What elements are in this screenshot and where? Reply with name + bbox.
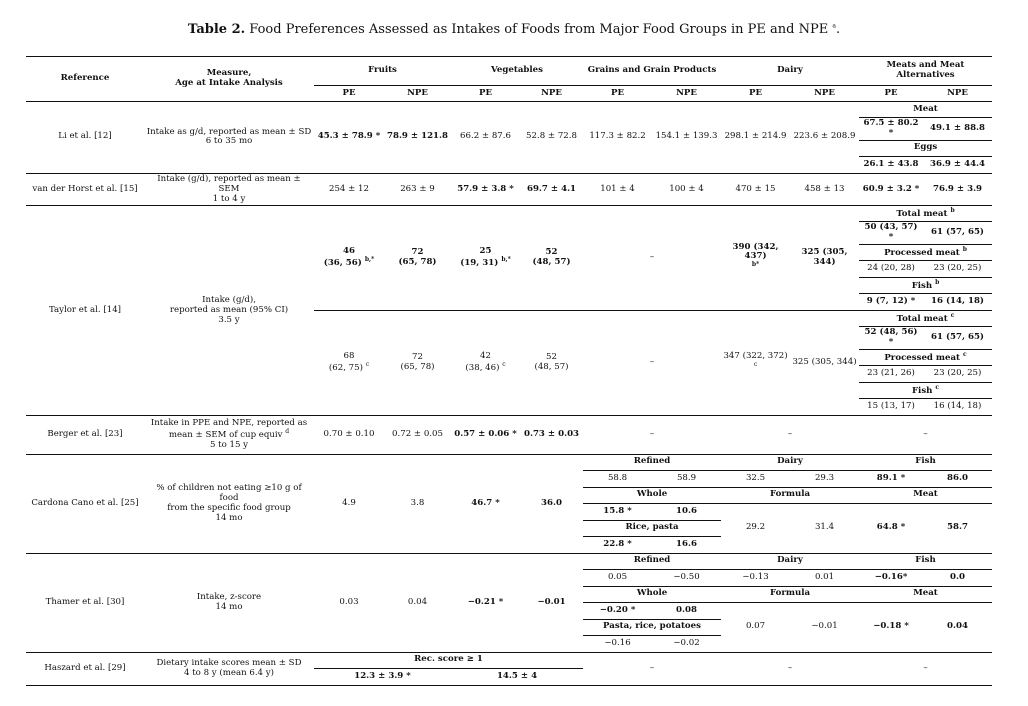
measure-line: Intake as g/d, reported as mean ± SD xyxy=(146,126,312,137)
header-npe: NPE xyxy=(923,86,992,102)
measure-line: mean ± SEM of cup equiv xyxy=(168,429,283,440)
cell: −0.16 xyxy=(583,635,652,652)
sub-label: Whole xyxy=(583,586,721,602)
header-meats-line2: Alternatives xyxy=(896,70,955,80)
table-row xyxy=(26,102,992,118)
table-row xyxy=(26,206,992,222)
cell: 16 (14, 18) xyxy=(931,296,985,307)
measure-li xyxy=(144,102,314,174)
cell: 325 (305, 344) xyxy=(790,311,859,416)
cell: 61 (57, 65) xyxy=(923,327,992,350)
cell xyxy=(721,206,790,311)
sub-label: Dairy xyxy=(721,454,859,470)
cell: 69.7 ± 4.1 xyxy=(520,173,583,206)
measure-vdh xyxy=(144,173,314,206)
cell: 16 (14, 18) xyxy=(923,398,992,415)
measure-line: Intake (g/d), reported as mean ± SEM xyxy=(157,173,301,194)
cell: 86.0 xyxy=(923,470,992,487)
footnote: b xyxy=(935,278,940,286)
cell: 58.7 xyxy=(923,503,992,553)
header-npe: NPE xyxy=(384,86,451,102)
caption-end: . xyxy=(835,22,841,37)
measure-line: 5 to 15 y xyxy=(209,439,249,450)
measure-line: % of children not eating ≥10 g of food xyxy=(156,483,302,503)
cell: 29.3 xyxy=(790,470,859,487)
cell: 60.9 ± 3.2 * xyxy=(859,173,923,206)
cell: 26.1 ± 43.8 xyxy=(859,156,923,173)
header-meats-line1: Meats and Meat xyxy=(886,60,965,71)
cell: 16.6 xyxy=(652,536,721,553)
measure-line: 1 to 4 y xyxy=(212,193,246,204)
measure-berger xyxy=(144,415,314,454)
value: (65, 78) xyxy=(400,362,435,372)
sub-label xyxy=(859,349,992,365)
cell xyxy=(520,311,583,416)
header-dairy: Dairy xyxy=(721,57,859,86)
sub-label: Formula xyxy=(721,586,859,602)
ref-vdh: van der Horst et al. [15] xyxy=(26,173,144,206)
value: 347 (322, 372) xyxy=(723,351,788,362)
value: 72 xyxy=(411,247,424,258)
sub-label-eggs: Eggs xyxy=(859,140,992,156)
cell: 76.9 ± 3.9 xyxy=(923,173,992,206)
footnote: b,* xyxy=(364,256,375,264)
food-preferences-table xyxy=(26,56,992,686)
cell: 36.0 xyxy=(520,454,583,553)
cell xyxy=(384,206,451,311)
ref-haszard: Haszard et al. [29] xyxy=(26,652,144,685)
value: 72 xyxy=(412,352,423,363)
cell: 470 ± 15 xyxy=(721,173,790,206)
table-row xyxy=(26,415,992,454)
cell: −0.21 * xyxy=(451,553,520,652)
cell: 0.57 ± 0.06 * xyxy=(451,415,520,454)
measure-line: 6 to 35 mo xyxy=(205,136,253,147)
cell: 29.2 xyxy=(721,503,790,553)
footnote: c xyxy=(753,361,758,369)
value: (48, 57) xyxy=(532,257,571,268)
sub-label: Meat xyxy=(859,487,992,503)
cell: 0.72 ± 0.05 xyxy=(384,415,451,454)
cell: 66.2 ± 87.6 xyxy=(451,102,520,174)
cell: −0.18 * xyxy=(859,602,923,652)
header-pe: PE xyxy=(859,86,923,102)
cell: 101 ± 4 xyxy=(583,173,652,206)
cell: 15 (13, 17) xyxy=(859,398,923,415)
cell: 254 ± 12 xyxy=(314,173,384,206)
cell: 57.9 ± 3.8 * xyxy=(451,173,520,206)
header-npe: NPE xyxy=(520,86,583,102)
cell: −0.02 xyxy=(652,635,721,652)
cell: 78.9 ± 121.8 xyxy=(384,102,451,174)
cell: 89.1 * xyxy=(859,470,923,487)
value: (38, 46) xyxy=(465,362,500,373)
cell: 49.1 ± 88.8 xyxy=(923,118,992,141)
label: Total meat xyxy=(896,208,948,219)
cell: – xyxy=(859,415,992,454)
header-pe: PE xyxy=(314,86,384,102)
footnote: c xyxy=(502,361,506,369)
measure-line: Intake (g/d), xyxy=(202,294,256,305)
cell xyxy=(314,311,384,416)
cell: 0.04 xyxy=(923,602,992,652)
ref-taylor: Taylor et al. [14] xyxy=(26,206,144,416)
header-measure xyxy=(144,57,314,102)
value: (62, 75) xyxy=(328,362,363,373)
cell: 223.6 ± 208.9 xyxy=(790,102,859,174)
ref-cardona: Cardona Cano et al. [25] xyxy=(26,454,144,553)
sub-label: Refined xyxy=(583,553,721,569)
measure-cardona xyxy=(144,454,314,553)
label: Processed meat xyxy=(884,352,961,363)
label: Total meat xyxy=(896,313,948,324)
cell: 24 (20, 28) xyxy=(859,261,923,278)
value: (48, 57) xyxy=(534,362,569,372)
measure-line: 14 mo xyxy=(215,512,243,523)
cell: 4.9 xyxy=(314,454,384,553)
footnote: b xyxy=(962,245,967,253)
footnote: c xyxy=(963,350,967,358)
footnote: b,* xyxy=(501,256,511,264)
cell: – xyxy=(583,311,721,416)
cell: 31.4 xyxy=(790,503,859,553)
sub-label-meat: Meat xyxy=(859,102,992,118)
measure-line: reported as mean (95% CI) xyxy=(169,304,289,315)
table-row xyxy=(26,454,992,470)
value: 52 xyxy=(546,352,557,363)
value: 390 (342, 437) xyxy=(732,241,779,262)
header-npe: NPE xyxy=(790,86,859,102)
cell: −0.20 * xyxy=(583,602,652,619)
header-measure-line1: Measure, xyxy=(206,68,252,79)
sub-label xyxy=(859,278,992,294)
cell: 9 (7, 12) * xyxy=(866,296,916,307)
cell: 50 (43, 57) * xyxy=(859,222,923,245)
cell: 58.9 xyxy=(652,470,721,487)
footnote: b xyxy=(950,207,955,214)
cell: 23 (20, 25) xyxy=(923,261,992,278)
header-pe: PE xyxy=(451,86,520,102)
sub-label: Dairy xyxy=(721,553,859,569)
cell: 458 ± 13 xyxy=(790,173,859,206)
cell: 325 (305, 344) xyxy=(801,247,848,268)
value: 68 xyxy=(343,351,355,362)
sub-label: Refined xyxy=(583,454,721,470)
ref-thamer: Thamer et al. [30] xyxy=(26,553,144,652)
table-row xyxy=(26,173,992,206)
cell: 0.07 xyxy=(721,602,790,652)
cell: 23 (20, 25) xyxy=(923,365,992,382)
sub-label: Fish xyxy=(859,454,992,470)
cell xyxy=(384,311,451,416)
header-npe: NPE xyxy=(652,86,721,102)
sub-label: Pasta, rice, potatoes xyxy=(583,619,721,635)
cell: 46.7 * xyxy=(451,454,520,553)
cell: 14.5 ± 4 xyxy=(451,668,583,685)
measure-line: from the specific food group xyxy=(167,502,291,513)
table-caption xyxy=(0,22,1028,37)
cell: 0.04 xyxy=(384,553,451,652)
header-row-1 xyxy=(26,57,992,86)
cell: 0.0 xyxy=(923,569,992,586)
cell: −0.01 xyxy=(790,602,859,652)
cell: −0.16* xyxy=(859,569,923,586)
cell xyxy=(451,311,520,416)
ref-berger: Berger et al. [23] xyxy=(26,415,144,454)
cell: – xyxy=(649,252,655,263)
cell: – xyxy=(859,652,992,685)
measure-taylor xyxy=(144,206,314,416)
cell: 3.8 xyxy=(384,454,451,553)
cell: 36.9 ± 44.4 xyxy=(923,156,992,173)
value: (36, 56) xyxy=(323,258,362,269)
cell: 100 ± 4 xyxy=(652,173,721,206)
cell: 263 ± 9 xyxy=(384,173,451,206)
cell: 64.8 * xyxy=(859,503,923,553)
cell xyxy=(451,206,520,311)
cell: 45.3 ± 78.9 * xyxy=(314,102,384,174)
cell: 15.8 * xyxy=(583,503,652,520)
header-pe: PE xyxy=(721,86,790,102)
cell: – xyxy=(583,652,721,685)
value: 42 xyxy=(480,351,491,362)
cell xyxy=(314,206,384,311)
cell: 58.8 xyxy=(583,470,652,487)
sub-label: Rice, pasta xyxy=(583,520,721,536)
cell: 61 (57, 65) xyxy=(923,222,992,245)
cell: 0.03 xyxy=(314,553,384,652)
cell: −0.13 xyxy=(721,569,790,586)
sub-label: Fish xyxy=(859,553,992,569)
cell: 10.6 xyxy=(652,503,721,520)
cell: – xyxy=(721,652,859,685)
cell: – xyxy=(721,415,859,454)
cell: 22.8 * xyxy=(583,536,652,553)
cell: 0.73 ± 0.03 xyxy=(520,415,583,454)
value: 46 xyxy=(343,246,355,257)
measure-haszard xyxy=(144,652,314,685)
cell: 12.3 ± 3.9 * xyxy=(314,668,451,685)
cell: 298.1 ± 214.9 xyxy=(721,102,790,174)
sub-label xyxy=(859,245,992,261)
cell: 32.5 xyxy=(721,470,790,487)
label: Processed meat xyxy=(884,247,960,258)
cell xyxy=(721,311,790,416)
cell: 117.3 ± 82.2 xyxy=(583,102,652,174)
measure-line: 4 to 8 y (mean 6.4 y) xyxy=(184,667,274,678)
measure-line: 3.5 y xyxy=(218,314,240,325)
sub-label-rec: Rec. score ≥ 1 xyxy=(314,652,583,668)
measure-line: Intake, z-score xyxy=(196,592,262,602)
footnote: b* xyxy=(751,261,760,269)
table-title: Food Preferences Assessed as Intakes of Foods from Major Food Groups in PE and NPE xyxy=(249,22,829,37)
header-meats xyxy=(859,57,992,86)
sub-label: Formula xyxy=(721,487,859,503)
header-fruits: Fruits xyxy=(314,57,451,86)
cell: 23 (21, 26) xyxy=(859,365,923,382)
footnote: c xyxy=(365,361,370,369)
cell: −0.01 xyxy=(520,553,583,652)
cell xyxy=(520,206,583,311)
label: Fish xyxy=(911,280,933,291)
cell: – xyxy=(583,415,721,454)
table-label: Table 2. xyxy=(187,22,246,37)
header-pe: PE xyxy=(583,86,652,102)
caption-note: a xyxy=(832,22,836,30)
cell: 67.5 ± 80.2 * xyxy=(859,118,923,141)
footnote: c xyxy=(935,383,940,391)
value: 25 xyxy=(479,246,492,257)
header-reference: Reference xyxy=(26,57,144,102)
cell: 52 (48, 56) * xyxy=(859,327,923,350)
sub-label: Meat xyxy=(859,586,992,602)
cell: 154.1 ± 139.3 xyxy=(652,102,721,174)
cell: 52.8 ± 72.8 xyxy=(520,102,583,174)
label: Fish xyxy=(911,385,933,396)
header-vegetables: Vegetables xyxy=(451,57,583,86)
value: (19, 31) xyxy=(460,258,499,269)
footnote: c xyxy=(950,311,955,319)
sub-label xyxy=(859,206,992,222)
table-row xyxy=(26,652,992,668)
table-row xyxy=(26,553,992,569)
value: (65, 78) xyxy=(398,257,437,268)
header-grains: Grains and Grain Products xyxy=(583,57,721,86)
value: 52 xyxy=(545,247,558,258)
cell: −0.50 xyxy=(652,569,721,586)
measure-thamer xyxy=(144,553,314,652)
ref-li: Li et al. [12] xyxy=(26,102,144,174)
measure-line: Intake in PPE and NPE, reported as xyxy=(150,418,308,429)
cell: 0.01 xyxy=(790,569,859,586)
measure-line: 14 mo xyxy=(215,601,243,612)
sub-label xyxy=(859,311,992,327)
cell: 0.08 xyxy=(652,602,721,619)
header-measure-line2: Age at Intake Analysis xyxy=(175,78,283,88)
sub-label: Whole xyxy=(583,487,721,503)
footnote: d xyxy=(285,428,290,435)
cell: 0.05 xyxy=(583,569,652,586)
cell: 0.70 ± 0.10 xyxy=(314,415,384,454)
sub-label xyxy=(859,382,992,398)
measure-line: Dietary intake scores mean ± SD xyxy=(156,658,302,668)
